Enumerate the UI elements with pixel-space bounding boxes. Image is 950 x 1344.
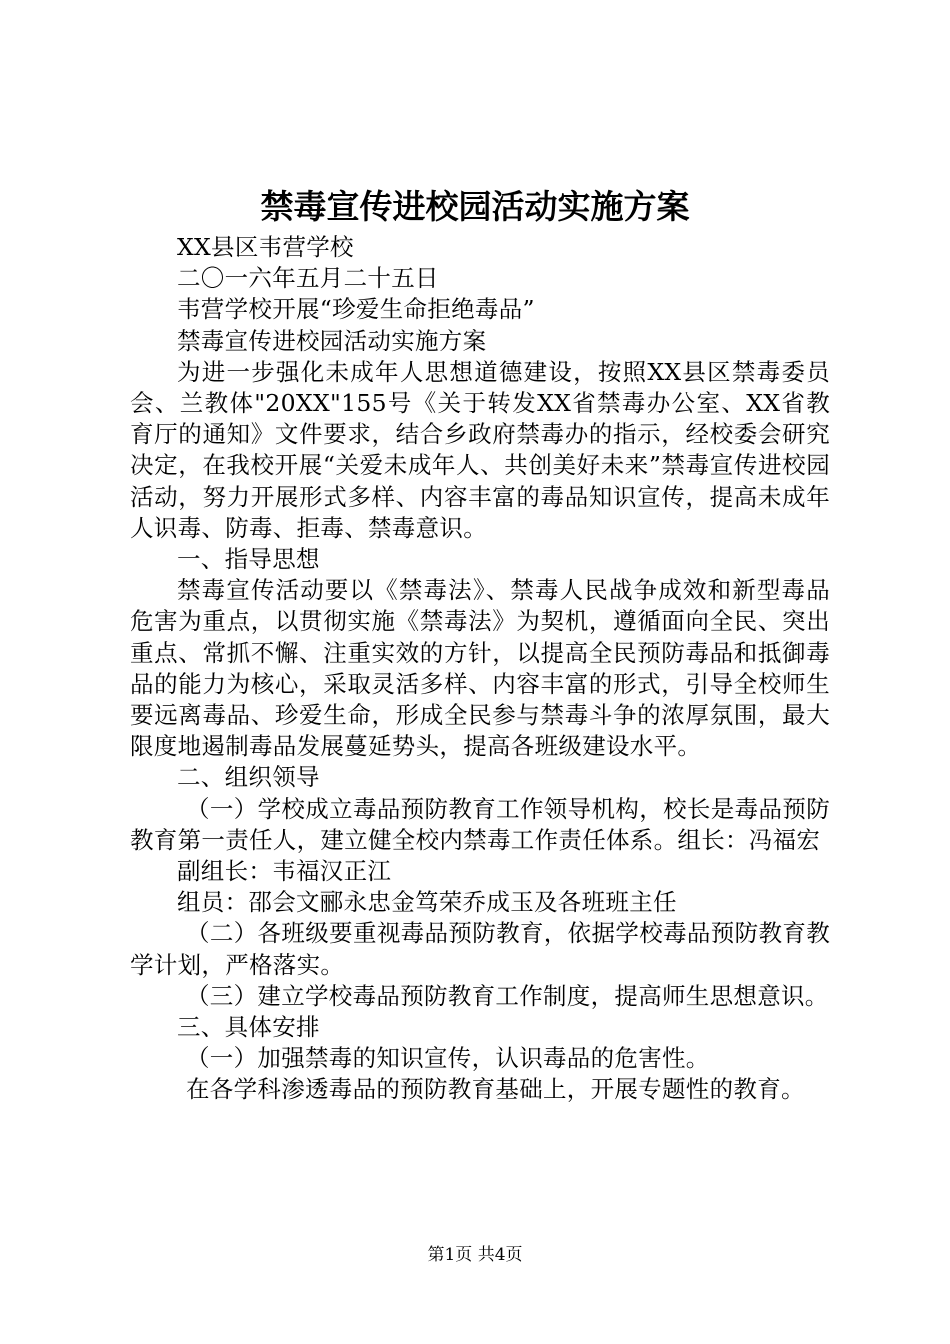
section-heading-2: 二、组织领导 [177,763,320,792]
organization-item-3: （三）建立学校毒品预防教育工作制度，提高师生思想意识。 [186,981,829,1010]
arrangement-item-1-detail: 在各学科渗透毒品的预防教育基础上，开展专题性的教育。 [186,1075,805,1104]
organization-item-1: （一）学校成立毒品预防教育工作领导机构，校长是毒品预防教育第一责任人，建立健全校内禁毒工作责任体系。组长：冯福宏 [130,794,830,854]
section-heading-3: 三、具体安排 [177,1013,320,1042]
deputy-leader-line: 副组长：韦福汉正江 [177,857,392,886]
page-footer: 第1页 共4页 [427,1245,523,1265]
document-title: 禁毒宣传进校园活动实施方案 [260,187,690,226]
document-body [130,232,830,1106]
organization-item-2: （二）各班级要重视毒品预防教育，依据学校毒品预防教育教学计划，严格落实。 [130,919,830,979]
intro-paragraph: 为进一步强化未成年人思想道德建设，按照XX县区禁毒委员会、兰教体"20XX"155号《关于转发XX省禁毒办公室、XX省教育厅的通知》文件要求，结合乡政府禁毒办的指示，经校委会研究决定，在我校开展“关爱未成年人、共创美好未来”禁毒宣传进校园活动，努力开展形式多样、内容丰富的毒品知识宣传，提高未成年人识毒、防毒、拒毒、禁毒意识。 [130,357,830,542]
members-line: 组员：邵会文郦永忠金笃荣乔成玉及各班班主任 [177,888,677,917]
arrangement-item-1: （一）加强禁毒的知识宣传，认识毒品的危害性。 [186,1044,710,1073]
subtitle-line-2: 禁毒宣传进校园活动实施方案 [177,326,487,355]
section-heading-1: 一、指导思想 [177,545,320,574]
guiding-ideology-paragraph: 禁毒宣传活动要以《禁毒法》、禁毒人民战争成效和新型毒品危害为重点，以贯彻实施《禁毒法》为契机，遵循面向全民、突出重点、常抓不懈、注重实效的方针，以提高全民预防毒品和抵御毒品的能力为核心，采取灵活多样、内容丰富的形式，引导全校师生要远离毒品、珍爱生命，形成全民参与禁毒斗争的浓厚氛围，最大限度地遏制毒品发展蔓延势头，提高各班级建设水平。 [130,576,830,761]
school-name: XX县区韦营学校 [177,233,354,261]
document-date: 二〇一六年五月二十五日 [177,264,439,293]
subtitle-line-1: 韦营学校开展“珍爱生命拒绝毒品” [177,295,535,324]
